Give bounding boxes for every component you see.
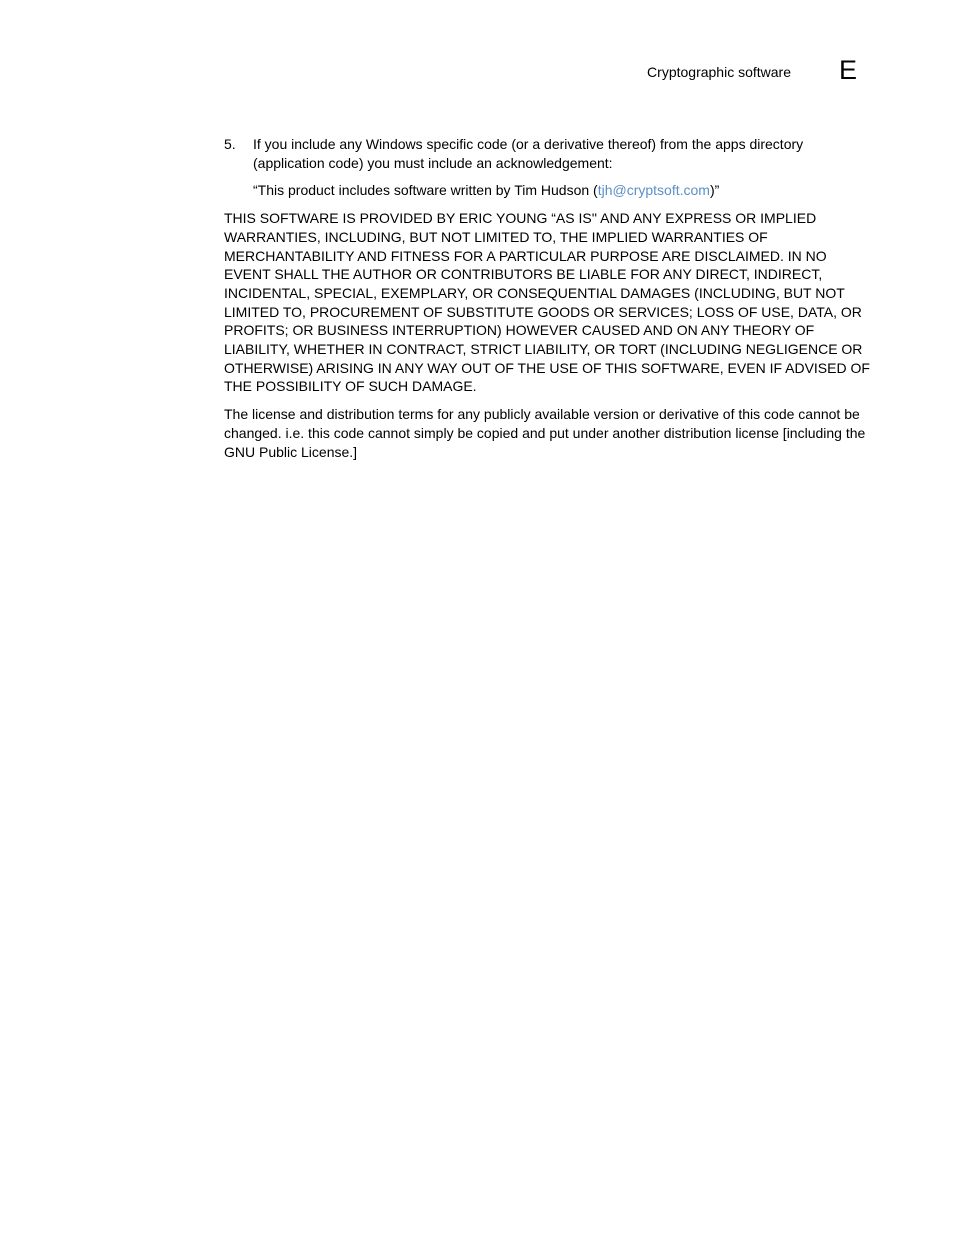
license-note: The license and distribution terms for any publicly available version or derivative of this code cannot be changed. i.e. this code cannot simply be copied and put under another distribution license [including the GNU Public License.] [224,406,866,460]
email-link[interactable]: tjh@cryptsoft.com [597,182,710,199]
warranty-disclaimer: THIS SOFTWARE IS PROVIDED BY ERIC YOUNG “AS IS'' AND ANY EXPRESS OR IMPLIED WARRANTIES, INCLUDING, BUT NOT LIMITED TO, THE IMPLIED WARRANTIES OF MERCHANTABILITY AND FITNESS FOR A PARTICULAR PURPOSE ARE DISCLAIMED. IN NO EVENT SHALL THE AUTHOR OR CONTRIBUTORS BE LIABLE FOR ANY DIRECT, INDIRECT, INCIDENTAL, SPECIAL, EXEMPLARY, OR CONSEQUENTIAL DAMAGES (INCLUDING, BUT NOT LIMITED TO, PROCUREMENT OF SUBSTITUTE GOODS OR SERVICES; LOSS OF USE, DATA, OR PROFITS; OR BUSINESS INTERRUPTION) HOWEVER CAUSED AND ON ANY THEORY OF LIABILITY, WHETHER IN CONTRACT, STRICT LIABILITY, OR TORT (INCLUDING NEGLIGENCE OR OTHERWISE) ARISING IN ANY WAY OUT OF THE USE OF THIS SOFTWARE, EVEN IF ADVISED OF THE POSSIBILITY OF SUCH DAMAGE. [224,210,870,395]
running-header-title: Cryptographic software [647,64,791,80]
quote-suffix: )” [709,182,720,199]
appendix-letter: E [839,55,858,85]
list-item-text: If you include any Windows specific code (or a derivative thereof) from the apps directory (application code) you must include an acknowledgement: [253,136,804,171]
list-item [224,135,874,172]
list-item-number: 5. [224,136,236,152]
acknowledgement-quote [253,181,874,200]
quote-prefix: “This product includes software written by Tim Hudson ( [253,182,598,199]
document-body [224,135,874,461]
